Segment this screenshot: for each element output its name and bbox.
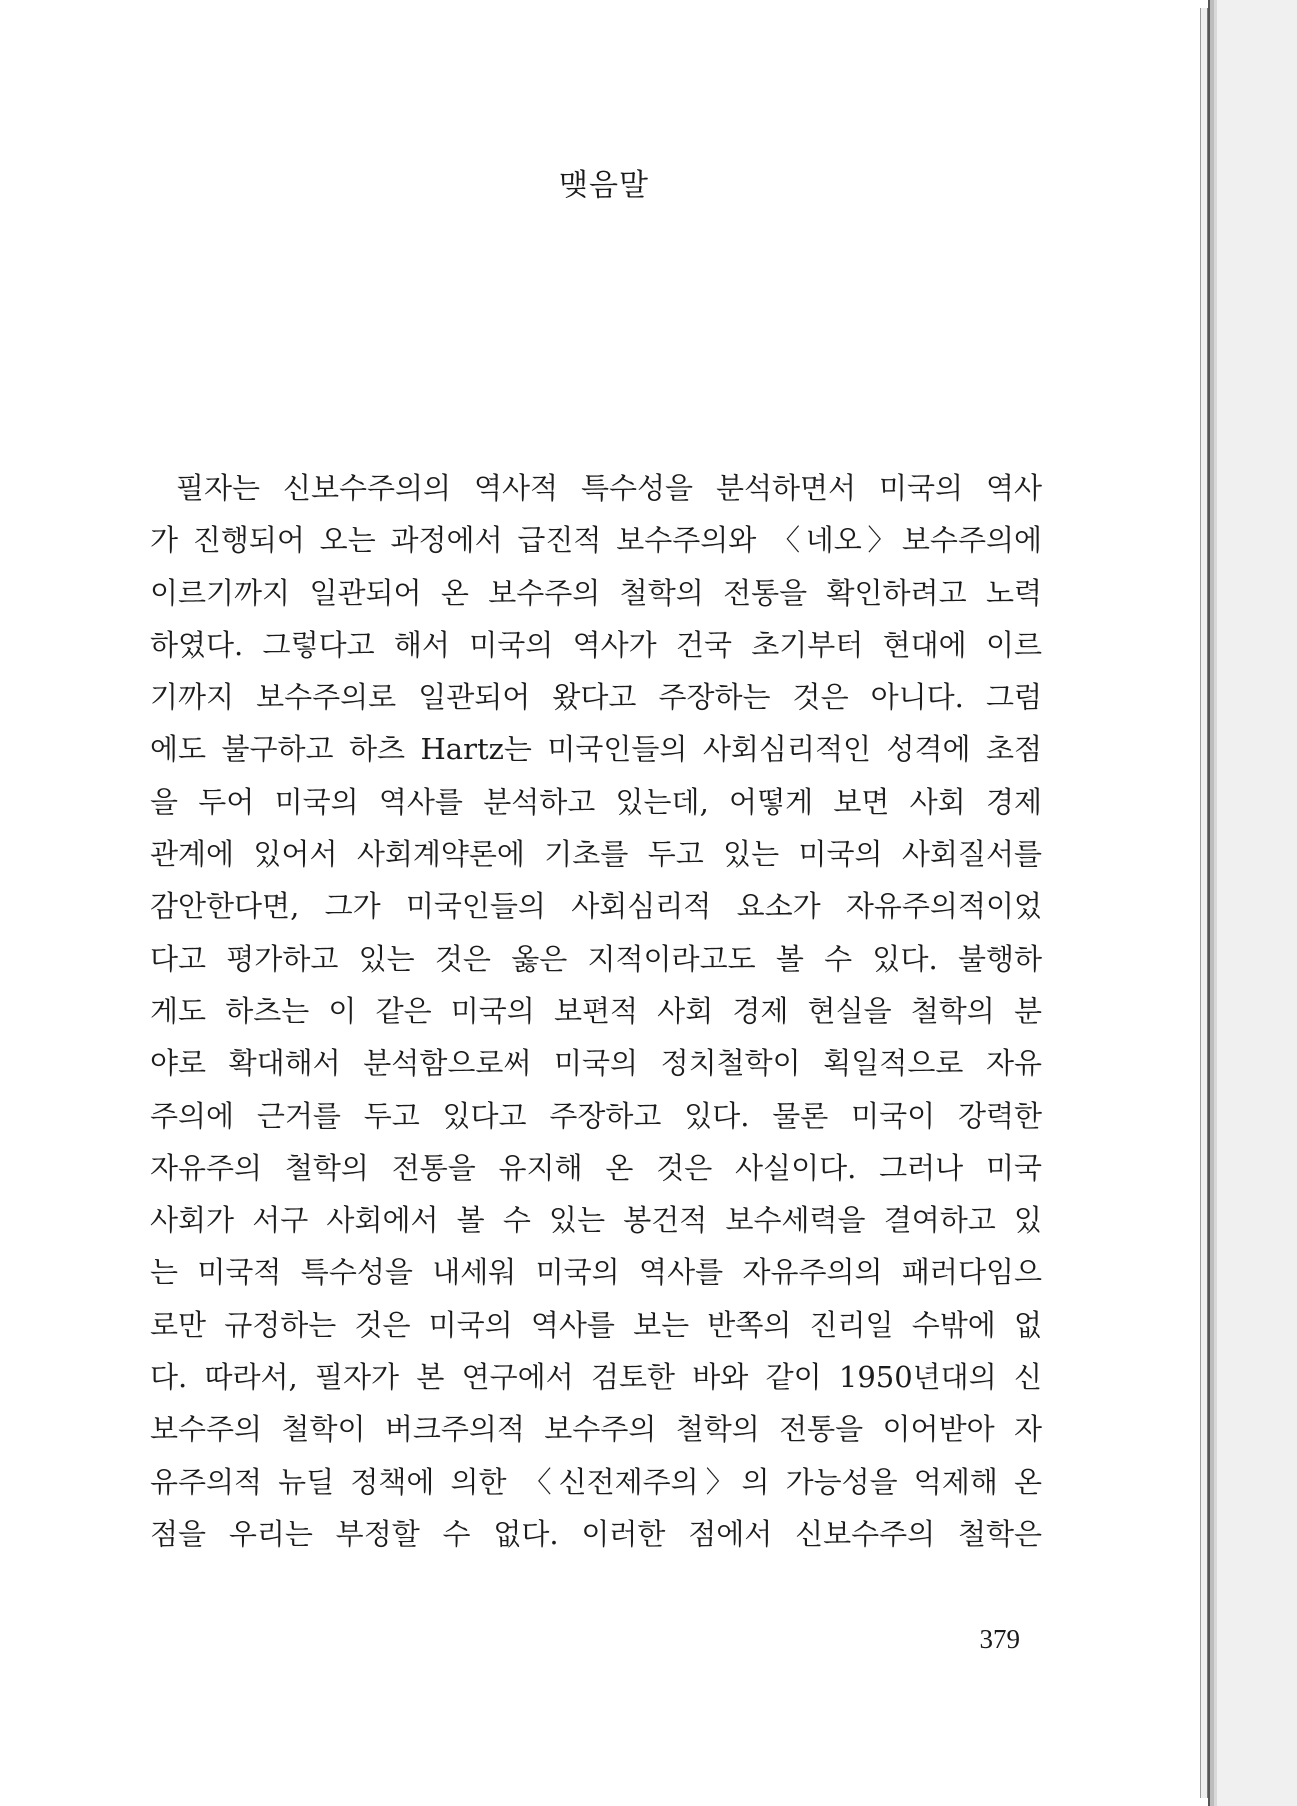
body-text	[150, 462, 1042, 1560]
text-line: 다고 평가하고 있는 것은 옳은 지적이라고도 볼 수 있다. 불행하	[150, 941, 1042, 976]
text-line: 관계에 있어서 사회계약론에 기초를 두고 있는 미국의 사회질서를	[150, 837, 1042, 872]
text-line: 점을 우리는 부정할 수 없다. 이러한 점에서 신보수주의 철학은	[150, 1516, 1042, 1551]
text-line: 는 미국적 특수성을 내세워 미국의 역사를 자유주의의 패러다임으	[150, 1255, 1042, 1290]
text-line: 하였다. 그렇다고 해서 미국의 역사가 건국 초기부터 현대에 이르	[150, 627, 1042, 662]
text-line: 감안한다면, 그가 미국인들의 사회심리적 요소가 자유주의적이었	[150, 889, 1042, 924]
text-line: 보수주의 철학이 버크주의적 보수주의 철학의 전통을 이어받아 자	[150, 1412, 1042, 1447]
text-line: 에도 불구하고 하츠 Hartz는 미국인들의 사회심리적인 성격에 초점	[150, 732, 1042, 767]
text-line: 가 진행되어 오는 과정에서 급진적 보수주의와 〈네오〉보수주의에	[150, 523, 1042, 558]
text-line: 사회가 서구 사회에서 볼 수 있는 봉건적 보수세력을 결여하고 있	[150, 1203, 1042, 1238]
text-line: 게도 하츠는 이 같은 미국의 보편적 사회 경제 현실을 철학의 분	[150, 993, 1042, 1028]
chapter-title: 맺음말	[559, 168, 649, 203]
text-line: 야로 확대해서 분석함으로써 미국의 정치철학이 획일적으로 자유	[150, 1046, 1042, 1081]
text-line: 다. 따라서, 필자가 본 연구에서 검토한 바와 같이 1950년대의 신	[150, 1360, 1042, 1395]
text-line: 필자는 신보수주의의 역사적 특수성을 분석하면서 미국의 역사	[176, 471, 1042, 505]
text-line: 이르기까지 일관되어 온 보수주의 철학의 전통을 확인하려고 노력	[150, 575, 1042, 610]
text-line: 로만 규정하는 것은 미국의 역사를 보는 반쪽의 진리일 수밖에 없	[150, 1307, 1042, 1342]
page-edge	[1200, 8, 1208, 1798]
text-line: 주의에 근거를 두고 있다고 주장하고 있다. 물론 미국이 강력한	[150, 1098, 1042, 1133]
text-line: 을 두어 미국의 역사를 분석하고 있는데, 어떻게 보면 사회 경제	[150, 784, 1042, 819]
page-number: 379	[979, 1624, 1020, 1654]
text-line: 기까지 보수주의로 일관되어 왔다고 주장하는 것은 아니다. 그럼	[150, 680, 1042, 715]
text-line: 자유주의 철학의 전통을 유지해 온 것은 사실이다. 그러나 미국	[150, 1150, 1042, 1185]
text-line: 유주의적 뉴딜 정책에 의한 〈신전제주의〉의 가능성을 억제해 온	[150, 1464, 1042, 1499]
